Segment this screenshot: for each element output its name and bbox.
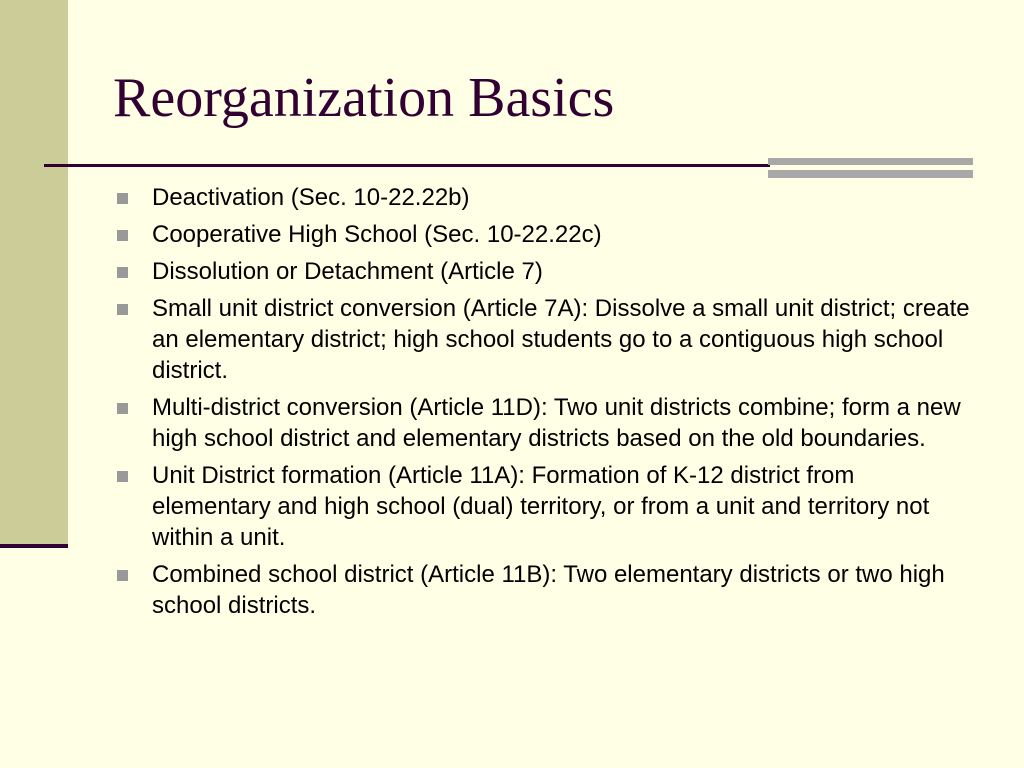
- square-bullet-icon: [117, 570, 128, 581]
- title-divider-line: [44, 164, 770, 167]
- square-bullet-icon: [117, 471, 128, 482]
- square-bullet-icon: [117, 193, 128, 204]
- bullet-item: [114, 293, 974, 386]
- bullet-text: Unit District formation (Article 11A): Formation of K-12 district from elementary and high school (dual) territory, or from a unit and territory not within a unit.: [152, 462, 930, 551]
- bullet-item: [114, 392, 974, 454]
- left-accent-bar: [0, 0, 68, 545]
- bullet-item: [114, 182, 974, 213]
- square-bullet-icon: [117, 267, 128, 278]
- square-bullet-icon: [117, 304, 128, 315]
- square-bullet-icon: [117, 230, 128, 241]
- bullet-item: [114, 256, 974, 287]
- bullet-text: Multi-district conversion (Article 11D): Two unit districts combine; form a new high school district and elementary districts based on the old boundaries.: [152, 394, 961, 452]
- bullet-item: [114, 219, 974, 250]
- accent-stripe-bottom: [768, 170, 973, 178]
- left-accent-bar-underline: [0, 544, 68, 548]
- accent-stripe-top: [768, 158, 973, 165]
- bullet-list: [114, 182, 974, 627]
- bullet-text: Cooperative High School (Sec. 10-22.22c): [152, 221, 602, 248]
- bullet-text: Deactivation (Sec. 10-22.22b): [152, 184, 470, 211]
- bullet-item: [114, 559, 974, 621]
- bullet-text: Dissolution or Detachment (Article 7): [152, 258, 543, 285]
- bullet-text: Combined school district (Article 11B): Two elementary districts or two high school districts.: [152, 561, 945, 619]
- bullet-text: Small unit district conversion (Article 7A): Dissolve a small unit district; create an elementary district; high school students go to a contiguous high school district.: [152, 295, 970, 384]
- square-bullet-icon: [117, 403, 128, 414]
- bullet-item: [114, 460, 974, 553]
- slide-title: Reorganization Basics: [113, 67, 615, 129]
